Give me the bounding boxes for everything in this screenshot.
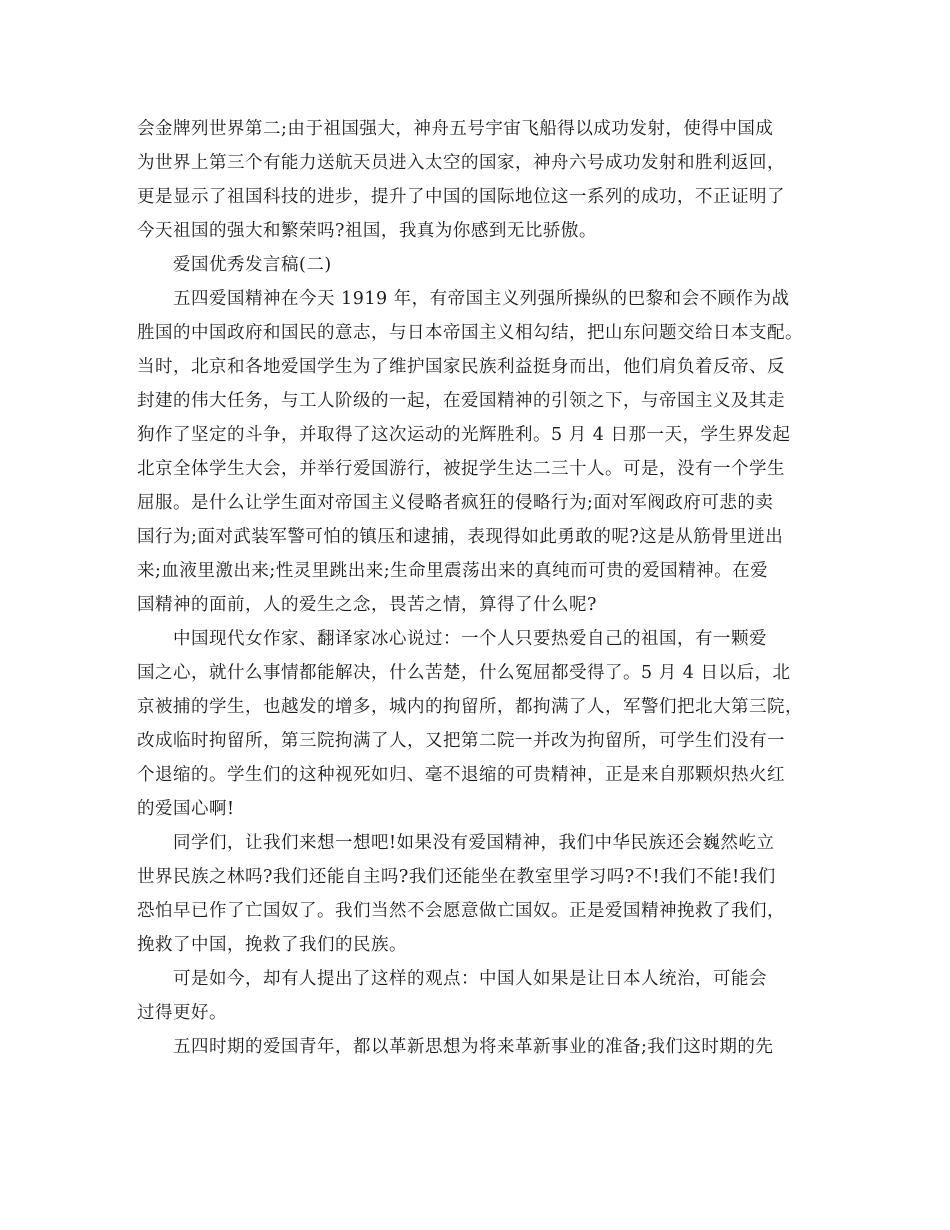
text-line: 恐怕早已作了亡国奴了。我们当然不会愿意做亡国奴。正是爱国精神挽救了我们， bbox=[137, 901, 785, 921]
text-line: 屈服。是什么让学生面对帝国主义侵略者疯狂的侵略行为;面对军阀政府可悲的卖 bbox=[137, 493, 774, 513]
text-line: 来;血液里激出来;性灵里跳出来;生命里震荡出来的真纯而可贵的爱国精神。在爱 bbox=[137, 561, 769, 581]
text-line: 会金牌列世界第二;由于祖国强大，神舟五号宇宙飞船得以成功发射，使得中国成 bbox=[137, 119, 774, 139]
text-line: 国行为;面对武装军警可怕的镇压和逮捕，表现得如此勇敢的呢?这是从筋骨里迸出 bbox=[137, 527, 784, 547]
text-line: 世界民族之林吗?我们还能自主吗?我们还能坐在教室里学习吗?不!我们不能!我们 bbox=[137, 867, 776, 887]
text-line: 更是显示了祖国科技的进步，提升了中国的国际地位这一系列的成功，不正证明了 bbox=[137, 187, 785, 207]
text-line: 国精神的面前，人的爱生之念，畏苦之情，算得了什么呢? bbox=[137, 595, 597, 615]
text-line: 当时，北京和各地爱国学生为了维护国家民族利益挺身而出，他们肩负着反帝、反 bbox=[137, 357, 785, 377]
text-line: 为世界上第三个有能力送航天员进入太空的国家，神舟六号成功发射和胜利返回， bbox=[137, 153, 785, 173]
text-line: 个退缩的。学生们的这种视死如归、毫不退缩的可贵精神，正是来自那颗炽热火红 bbox=[137, 765, 785, 785]
document-body bbox=[137, 112, 827, 1064]
text-line: 北京全体学生大会，并举行爱国游行，被捉学生达二三十人。可是，没有一个学生 bbox=[137, 459, 785, 479]
text-line: 五四时期的爱国青年，都以革新思想为将来革新事业的准备;我们这时期的先 bbox=[173, 1037, 774, 1057]
text-line: 过得更好。 bbox=[137, 1003, 227, 1023]
text-line: 国之心，就什么事情都能解决，什么苦楚，什么冤屈都受得了。5 月 4 日以后，北 bbox=[137, 663, 791, 683]
text-line: 爱国优秀发言稿(二) bbox=[173, 255, 332, 275]
text-line: 今天祖国的强大和繁荣吗?祖国，我真为你感到无比骄傲。 bbox=[137, 221, 597, 241]
text-line: 狗作了坚定的斗争，并取得了这次运动的光辉胜利。5 月 4 日那一天，学生界发起 bbox=[137, 425, 791, 445]
text-line: 的爱国心啊! bbox=[137, 799, 235, 819]
text-line: 封建的伟大任务，与工人阶级的一起，在爱国精神的引领之下，与帝国主义及其走 bbox=[137, 391, 785, 411]
text-line: 五四爱国精神在今天 1919 年，有帝国主义列强所操纵的巴黎和会不顾作为战 bbox=[173, 289, 790, 309]
text-line: 中国现代女作家、翻译家冰心说过：一个人只要热爱自己的祖国，有一颗爱 bbox=[173, 629, 767, 649]
text-line: 改成临时拘留所，第三院拘满了人，又把第二院一并改为拘留所，可学生们没有一 bbox=[137, 731, 785, 751]
text-line: 同学们，让我们来想一想吧!如果没有爱国精神，我们中华民族还会巍然屹立 bbox=[173, 833, 775, 853]
text-line: 可是如今，却有人提出了这样的观点：中国人如果是让日本人统治，可能会 bbox=[173, 969, 767, 989]
text-line: 胜国的中国政府和国民的意志，与日本帝国主义相勾结，把山东问题交给日本支配。 bbox=[137, 323, 803, 343]
text-line: 挽救了中国，挽救了我们的民族。 bbox=[137, 935, 407, 955]
text-line: 京被捕的学生，也越发的增多，城内的拘留所，都拘满了人，军警们把北大第三院， bbox=[137, 697, 803, 717]
